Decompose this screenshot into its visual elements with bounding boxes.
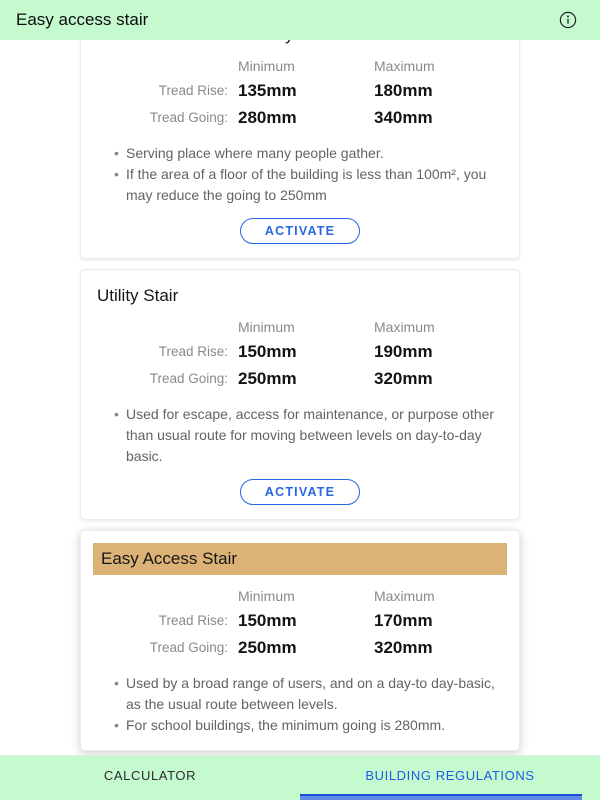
app-header [0, 0, 600, 40]
card-bullet: • If the area of a floor of the building is less than 100m², you may reduce the going to 250mm [126, 164, 495, 206]
tab-building-regulations[interactable]: BUILDING REGULATIONS [300, 756, 600, 800]
tread-going-row [97, 365, 503, 392]
tread-going-label: Tread Going: [149, 371, 228, 386]
tread-going-label: Tread Going: [149, 110, 228, 125]
stair-card-utility [80, 269, 520, 520]
tread-going-min-value: 280mm [238, 107, 297, 127]
column-header-minimum: Minimum [238, 58, 295, 74]
stair-dimensions-table [97, 316, 503, 392]
stair-card-easy-access [80, 530, 520, 751]
bottom-tab-bar [0, 755, 600, 800]
column-header-maximum: Maximum [374, 58, 435, 74]
tread-going-min-value: 250mm [238, 368, 297, 388]
card-bullet: • For school buildings, the minimum going is 280mm. [126, 715, 495, 736]
stair-dimensions-table [97, 585, 503, 661]
button-row [97, 479, 503, 505]
active-tab-indicator [300, 794, 582, 800]
table-header-row [97, 316, 503, 338]
tab-calculator[interactable]: CALCULATOR [0, 756, 300, 800]
activate-button[interactable]: ACTIVATE [240, 479, 360, 505]
card-title: Utility Stair [97, 286, 179, 305]
tread-going-label: Tread Going: [149, 640, 228, 655]
tread-rise-min-value: 135mm [238, 80, 297, 100]
card-notes [97, 673, 499, 736]
tread-rise-row [97, 77, 503, 104]
column-header-maximum: Maximum [374, 588, 435, 604]
card-notes [97, 143, 499, 206]
column-header-maximum: Maximum [374, 319, 435, 335]
tread-going-max-value: 320mm [374, 368, 433, 388]
tread-rise-row [97, 338, 503, 365]
info-icon[interactable] [558, 10, 578, 30]
page-title: Easy access stair [16, 10, 149, 29]
button-row [97, 218, 503, 244]
table-header-row [97, 585, 503, 607]
stair-card-institutional [80, 8, 520, 259]
column-header-minimum: Minimum [238, 319, 295, 335]
activate-button[interactable]: ACTIVATE [240, 218, 360, 244]
tread-rise-max-value: 190mm [374, 341, 433, 361]
card-bullet: • Used for escape, access for maintenance, or purpose other than usual route for moving between levels on day-to-day basic. [126, 404, 495, 467]
tread-rise-label: Tread Rise: [158, 344, 228, 359]
tread-rise-label: Tread Rise: [158, 613, 228, 628]
tread-rise-row [97, 607, 503, 634]
stair-dimensions-table [97, 55, 503, 131]
tread-rise-label: Tread Rise: [158, 83, 228, 98]
tread-going-row [97, 634, 503, 661]
tread-rise-max-value: 180mm [374, 80, 433, 100]
tread-rise-min-value: 150mm [238, 610, 297, 630]
card-title-highlighted: Easy Access Stair [93, 543, 507, 575]
column-header-minimum: Minimum [238, 588, 295, 604]
tread-going-row [97, 104, 503, 131]
card-notes [97, 404, 499, 467]
tread-rise-min-value: 150mm [238, 341, 297, 361]
card-bullet: • Serving place where many people gather. [126, 143, 495, 164]
card-bullet: • Used by a broad range of users, and on a day-to day-basic, as the usual route between levels. [126, 673, 495, 715]
tread-going-max-value: 340mm [374, 107, 433, 127]
tread-rise-max-value: 170mm [374, 610, 433, 630]
tread-going-min-value: 250mm [238, 637, 297, 657]
table-header-row [97, 55, 503, 77]
tread-going-max-value: 320mm [374, 637, 433, 657]
